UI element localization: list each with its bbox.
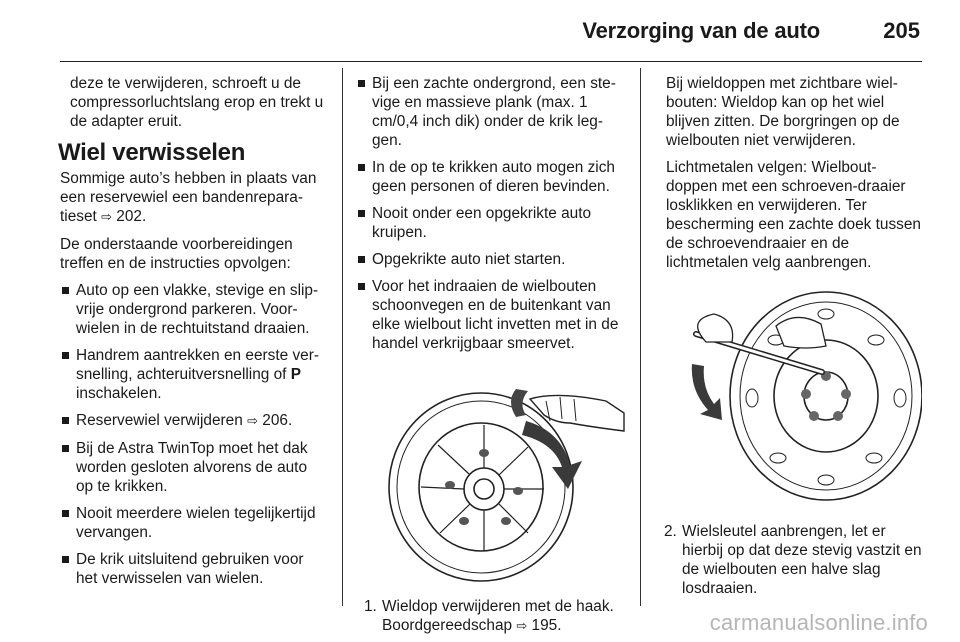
wheel-wrench-illustration [656,280,922,508]
wheel-cover-illustration-svg [356,361,626,583]
page-reference: 206. [262,412,293,429]
list-item: In de op te krikken auto mogen zich geen personen of dieren bevinden. [356,158,626,196]
column-middle [356,74,626,636]
column-right [656,74,922,598]
column-divider [640,68,641,606]
intro-paragraph: deze te verwijderen, schroeft u de compressorluchtslang erop en trekt u de adapter eruit. [70,75,324,130]
header-rule [60,61,922,62]
wheel-cover-removal-illustration [356,361,626,583]
list-item: 2. Wielsleutel aanbrengen, let er hierbij op dat deze stevig vastzit en de wielbouten een halve slag losdraaien. [664,523,922,597]
arrow-reference-icon: ⇨ [101,210,112,225]
square-bullet-icon [358,80,365,87]
square-bullet-icon [62,352,69,359]
page-reference: 195. [531,617,562,634]
step-list [356,597,626,636]
list-item: 1. Wieldop verwijderen met de haak. Boordgereedschap ⇨ 195. [364,598,614,634]
step-number: 1. [364,598,377,615]
page-reference: 202. [116,208,147,225]
section-title: Wiel verwisselen [58,139,246,166]
step-number: 2. [664,523,677,540]
list-item: Nooit onder een opgekrikte auto kruipen. [356,204,626,242]
list-item: Voor het indraaien de wielbouten schoonvegen en de buitenkant van elke wielbout licht invetten met in de handel verkrijgbaar smeervet. [356,277,626,353]
bullet-list [356,74,626,353]
list-item: Opgekrikte auto niet starten. [356,250,626,269]
paragraph: De onderstaande voorbereidingen treffen en de instructies opvolgen: [60,236,293,272]
square-bullet-icon [358,210,365,217]
square-bullet-icon [62,510,69,517]
list-item: Auto op een vlakke, stevige en slip-vrije ondergrond parkeren. Voor-wielen in de rechtuitstand draaien. [60,281,328,338]
gear-letter: P [290,366,302,383]
paragraph-text: Sommige auto’s hebben in plaats van een reservewiel een bandenrepara-tieset [60,170,317,225]
bullet-list [60,281,328,588]
arrow-reference-icon: ⇨ [247,414,258,429]
page-number: 205 [883,18,920,43]
arrow-reference-icon: ⇨ [516,619,528,634]
column-left [60,74,328,596]
list-item: De krik uitsluitend gebruiken voor het verwisselen van wielen. [60,550,328,588]
paragraph: Lichtmetalen velgen: Wielbout-doppen met een schroeven-draaier losklikken en verwijderen. Ter bescherming een zachte doek tussen de schroevendraaier en de lichtmetalen velg aanbrengen. [666,159,921,271]
paragraph [60,169,328,227]
list-item: Reservewiel verwijderen ⇨ 206. [60,411,328,431]
square-bullet-icon [358,256,365,263]
column-divider [342,68,343,606]
square-bullet-icon [62,417,69,424]
wheel-wrench-illustration-svg [656,280,922,508]
square-bullet-icon [358,283,365,290]
list-item: Handrem aantrekken en eerste ver-snelling, achteruitversnelling of P inschakelen. [60,346,328,403]
paragraph: Bij wieldoppen met zichtbare wiel-bouten: Wieldop kan op het wiel blijven zitten. De borgringen op de wielbouten niet verwijderen. [666,75,900,149]
watermark: carmanualsonline.info [709,610,928,635]
square-bullet-icon [62,445,69,452]
list-item: Nooit meerdere wielen tegelijkertijd vervangen. [60,504,328,542]
list-item: Bij de Astra TwinTop moet het dak worden gesloten alvorens de auto op te krikken. [60,439,328,496]
square-bullet-icon [62,287,69,294]
step-list [656,522,922,598]
list-item: Bij een zachte ondergrond, een ste-vige en massieve plank (max. 1 cm/0,4 inch dik) onder de krik leg-gen. [356,74,626,150]
header-title: Verzorging van de auto [582,18,820,43]
square-bullet-icon [62,556,69,563]
square-bullet-icon [358,164,365,171]
